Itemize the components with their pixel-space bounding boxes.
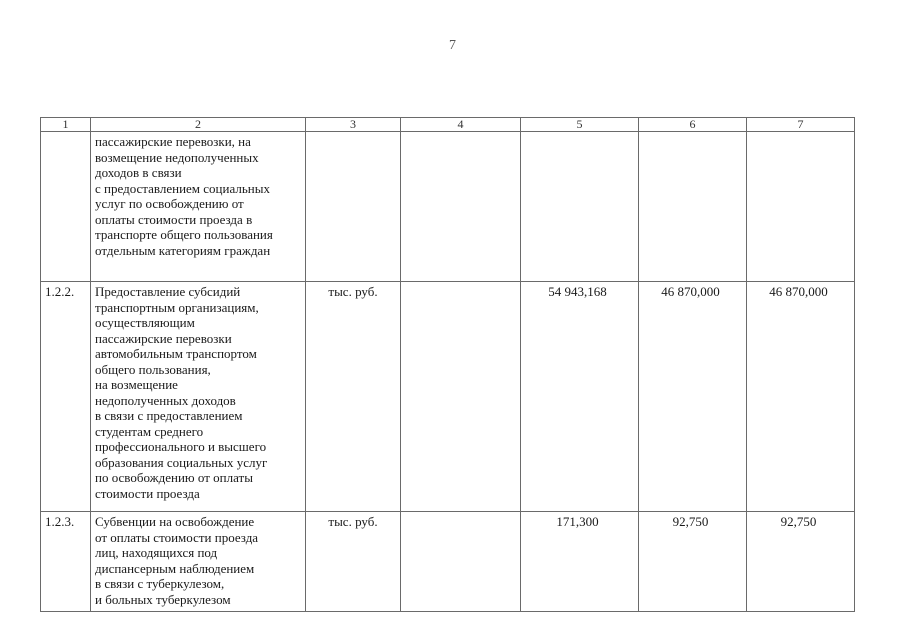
table-header-row [41,118,855,132]
table-row [41,512,855,612]
description-line: пассажирские перевозки, на [95,134,251,149]
header-cell-4: 4 [401,118,521,132]
description-line: на возмещение [95,377,178,392]
header-cell-5: 5 [521,118,639,132]
unit-cell: тыс. руб. [306,282,401,512]
description-line: недополученных доходов [95,392,236,408]
value-cell-col5: 171,300 [521,512,639,612]
description-line: оплаты стоимости проезда в [95,211,253,227]
row-description-cell [91,132,306,282]
description-line: стоимости проезда [95,485,200,501]
description-line: лиц, находящихся под [95,545,218,560]
description-line: общего пользования, [95,361,211,377]
description-line: по освобождению от оплаты [95,470,253,485]
value-cell-col7 [747,132,855,282]
table-row [41,132,855,282]
row-description-cell [91,282,306,512]
description-line: образования социальных услуг [95,454,268,470]
header-cell-2: 2 [91,118,306,132]
header-cell-7: 7 [747,118,855,132]
description-line: студентам среднего [95,423,204,439]
description-line: отдельным категориям граждан [95,242,271,258]
description-line: автомобильным транспортом [95,346,257,361]
value-cell-col7: 46 870,000 [747,282,855,512]
row-description-cell [91,512,306,612]
value-cell-col6 [639,132,747,282]
description-line: транспортным организациям, [95,299,259,315]
unit-cell [306,132,401,282]
description-line: профессионального и высшего [95,439,267,454]
value-cell-col4 [401,512,521,612]
description-line: доходов в связи [95,165,182,180]
unit-cell: тыс. руб. [306,512,401,612]
description-line: осуществляющим [95,315,195,330]
value-cell-col6: 46 870,000 [639,282,747,512]
value-cell-col4 [401,132,521,282]
description-line: с предоставлением социальных [95,180,270,196]
description-line: диспансерным наблюдением [95,560,255,576]
description-line: в связи с предоставлением [95,408,243,423]
description-line: Субвенции на освобождение [95,514,255,529]
description-line: Предоставление субсидий [95,284,241,299]
value-cell-col4 [401,282,521,512]
row-number-cell [41,132,91,282]
header-cell-1: 1 [41,118,91,132]
value-cell-col5: 54 943,168 [521,282,639,512]
row-number-cell: 1.2.3. [41,512,91,612]
description-line: пассажирские перевозки [95,330,232,346]
header-cell-6: 6 [639,118,747,132]
description-line: в связи с туберкулезом, [95,576,225,591]
header-cell-3: 3 [306,118,401,132]
value-cell-col5 [521,132,639,282]
row-number-cell: 1.2.2. [41,282,91,512]
table-row [41,282,855,512]
budget-table [40,117,855,612]
page-number: 7 [449,38,456,53]
description-line: и больных туберкулезом [95,591,231,607]
description-line: транспорте общего пользования [95,227,273,242]
description-line: от оплаты стоимости проезда [95,529,259,545]
description-line: возмещение недополученных [95,149,259,165]
value-cell-col6: 92,750 [639,512,747,612]
value-cell-col7: 92,750 [747,512,855,612]
description-line: услуг по освобождению от [95,196,244,211]
